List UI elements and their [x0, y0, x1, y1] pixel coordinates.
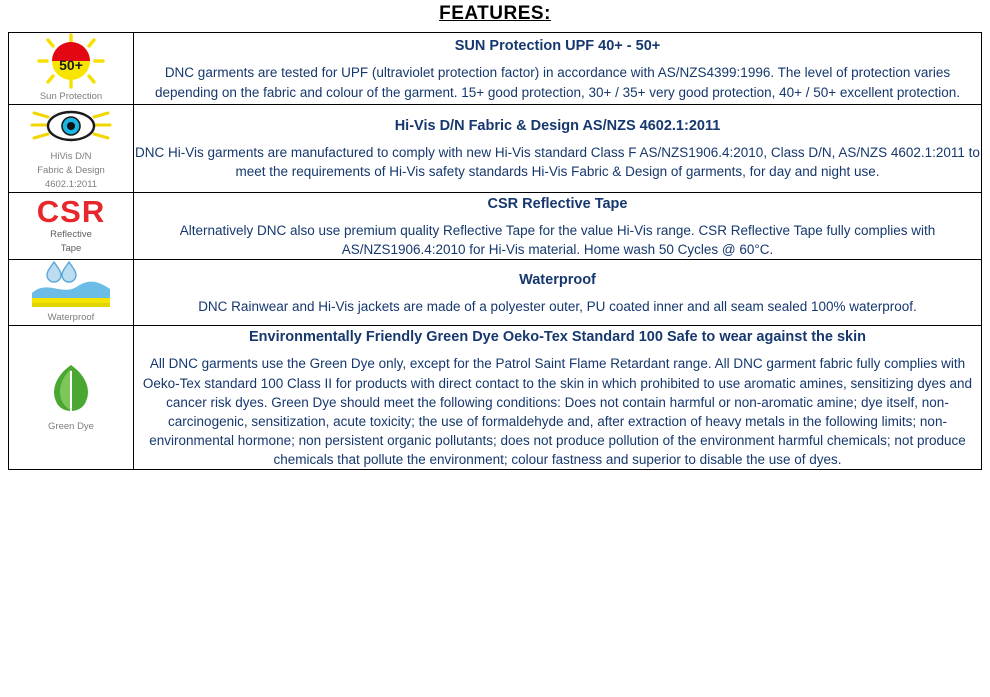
- feature-body: DNC garments are tested for UPF (ultraviolet protection factor) in accordance with AS/NZS4399:1996. The level of protection varies depending on the fabric and colour of the garment. 15+ good protection, 30+ / 35+ very good protection, 40+ / 50+ excellent protection.: [155, 65, 960, 100]
- feature-icon-cell-greendye: [9, 326, 134, 470]
- feature-body: DNC Hi-Vis garments are manufactured to comply with new Hi-Vis standard Class F AS/NZS1906.4:2010, Class D/N, AS/NZS 4602.1:2011 to meet the requirements of Hi-Vis safety standards Hi-Vis Fabric & Design of garments, for day and night use.: [135, 145, 980, 180]
- feature-body: All DNC garments use the Green Dye only, except for the Patrol Saint Flame Retardant range. All DNC garment fabric fully complies with Oeko-Tex standard 100 Class II for products with direct contact to the skin in which prohibited to use aromatic amines, sensitizing dyes and cancer risk dyes. Green Dye should meet the following conditions: Does not contain harmful or non-aromatic amine; dye itself, non-carcinogenic, sensitization, acute toxicity; the use of formaldehyde and, after extraction of heavy metals in the following limits; non-environmental hormone; non persistent organic pollutants; does not produce pollution of the environment harmful chemicals; not produce chemicals that pollute the environment; colour fastness and superior to disable the use of dyes.: [142, 356, 973, 468]
- feature-text-cell-hivis: [134, 105, 982, 193]
- sun-protection-icon: [28, 33, 114, 89]
- waterproof-icon: [28, 260, 114, 310]
- feature-icon-cell-sun: [9, 33, 134, 105]
- icon-caption: 4602.1:2011: [44, 178, 98, 190]
- feature-title: Environmentally Friendly Green Dye Oeko-Tex Standard 100 Safe to wear against the skin: [249, 329, 866, 346]
- icon-caption: HiVis D/N: [50, 151, 92, 162]
- feature-icon-cell-waterproof: [9, 260, 134, 326]
- table-row: [9, 33, 982, 105]
- feature-icon-cell-hivis: [9, 105, 134, 193]
- icon-caption: Tape: [60, 243, 82, 255]
- feature-body: DNC Rainwear and Hi-Vis jackets are made of a polyester outer, PU coated inner and all seam sealed 100% waterproof.: [198, 299, 917, 315]
- feature-text-cell-sun: [134, 33, 982, 105]
- icon-caption: Reflective: [50, 229, 92, 241]
- feature-title: Hi-Vis D/N Fabric & Design AS/NZS 4602.1:2011: [394, 118, 721, 135]
- feature-title: SUN Protection UPF 40+ - 50+: [454, 38, 661, 55]
- icon-caption: Fabric & Design: [37, 164, 105, 176]
- page-title: FEATURES:: [439, 3, 551, 24]
- green-dye-icon: [36, 361, 106, 419]
- feature-icon-cell-csr: [9, 192, 134, 259]
- icon-caption: Waterproof: [47, 312, 95, 324]
- svg-text:50+: 50+: [59, 57, 83, 73]
- hi-vis-day-night-icon: [28, 105, 114, 149]
- csr-logo-text: CSR: [36, 194, 106, 230]
- table-row: [9, 326, 982, 470]
- table-row: [9, 192, 982, 259]
- feature-text-cell-csr: [134, 192, 982, 259]
- table-row: [9, 105, 982, 193]
- feature-text-cell-greendye: [134, 326, 982, 470]
- table-row: [9, 260, 982, 326]
- icon-caption: Green Dye: [48, 421, 94, 433]
- feature-body: Alternatively DNC also use premium quality Reflective Tape for the value Hi-Vis range. CSR Reflective Tape fully complies with AS/NZS1906.4:2010 for Hi-Vis material. Home wash 50 Cycles @ 60°C.: [179, 222, 936, 258]
- icon-caption: Sun Protection: [39, 91, 103, 102]
- feature-text-cell-waterproof: [134, 260, 982, 326]
- feature-title: Waterproof: [519, 272, 596, 289]
- features-table: [8, 32, 982, 470]
- feature-title: CSR Reflective Tape: [487, 195, 628, 212]
